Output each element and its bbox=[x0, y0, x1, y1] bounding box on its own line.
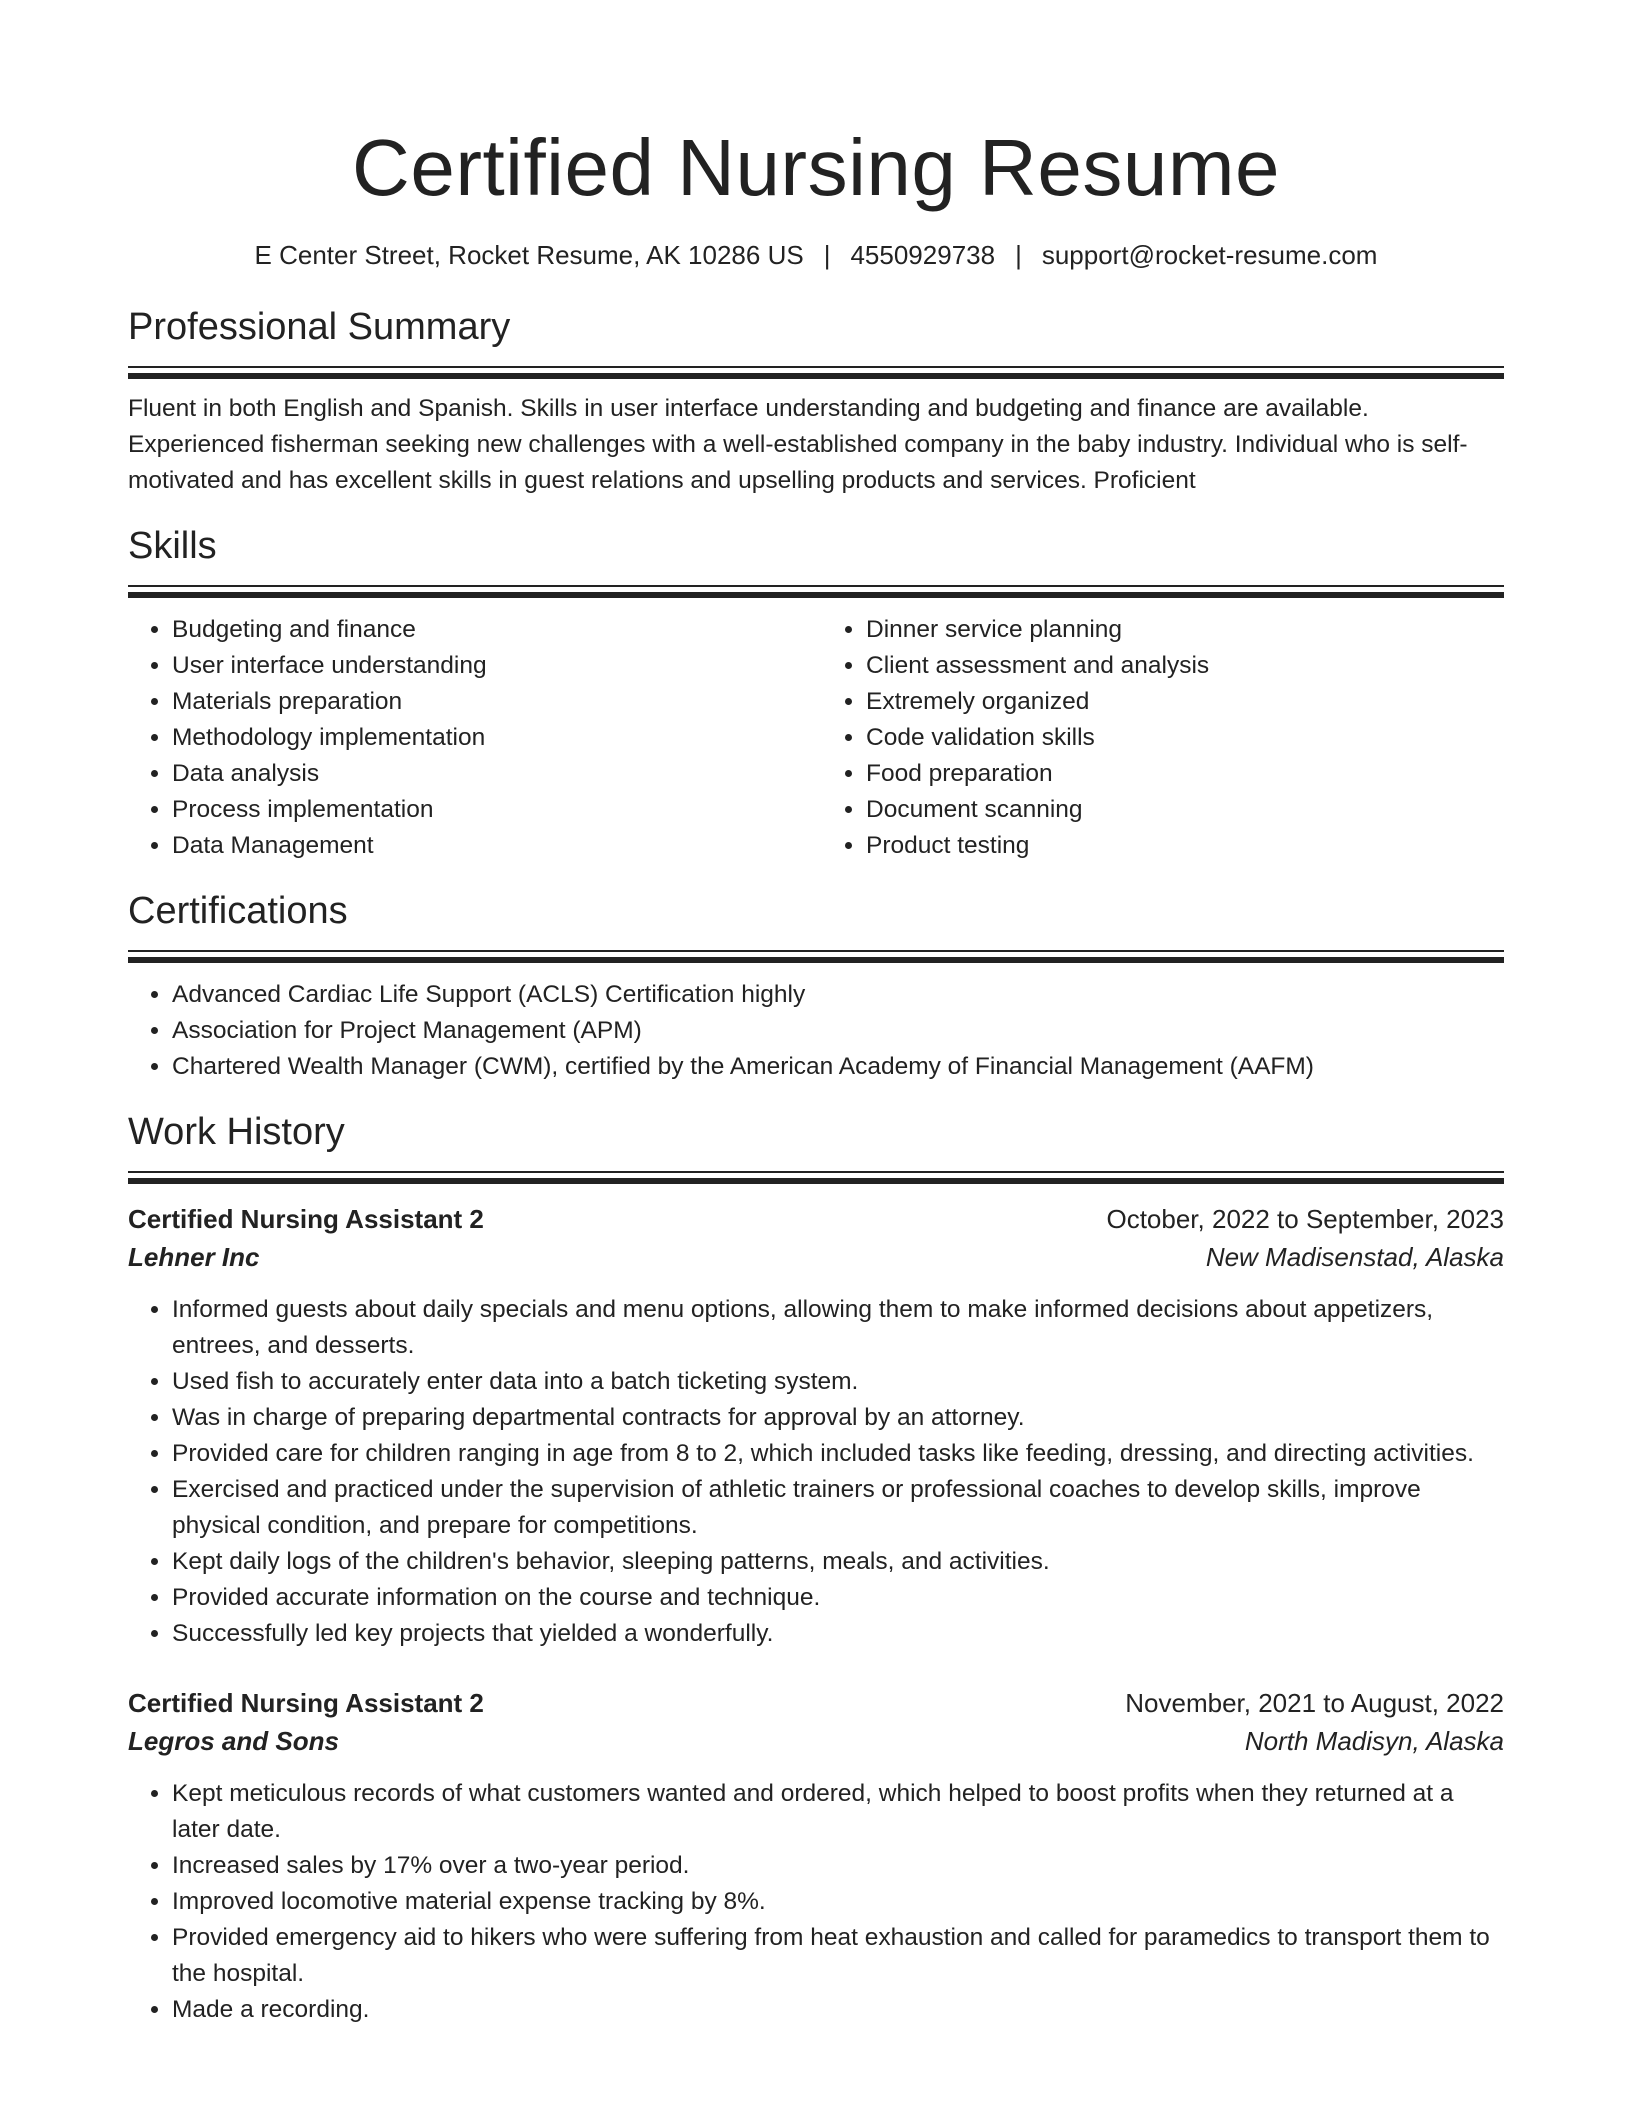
skills-section bbox=[128, 521, 1504, 864]
job-location: New Madisenstad, Alaska bbox=[1205, 1242, 1504, 1272]
section-divider bbox=[128, 585, 1504, 598]
job-bullet: • Exercised and practiced under the supervision of athletic trainers or professional coaches to develop skills, improve physical condition, and prepare for competitions. bbox=[172, 1472, 1504, 1544]
job-title: Certified Nursing Assistant 2 bbox=[128, 1204, 484, 1234]
job-entry bbox=[128, 1684, 1504, 2028]
job-company-row bbox=[128, 1238, 1504, 1276]
certifications-section bbox=[128, 886, 1504, 1085]
skill-item: • Dinner service planning bbox=[866, 612, 1504, 648]
section-divider bbox=[128, 366, 1504, 379]
contact-separator: | bbox=[823, 240, 831, 270]
job-bullet: • Improved locomotive material expense tracking by 8%. bbox=[172, 1884, 1504, 1920]
contact-address: E Center Street, Rocket Resume, AK 10286 US bbox=[254, 240, 804, 270]
job-bullet: • Kept daily logs of the children's behavior, sleeping patterns, meals, and activities. bbox=[172, 1544, 1504, 1580]
skill-item: • Code validation skills bbox=[866, 720, 1504, 756]
job-header-row bbox=[128, 1200, 1504, 1238]
job-company-row bbox=[128, 1722, 1504, 1760]
skill-item: • Materials preparation bbox=[172, 684, 816, 720]
job-bullet: • Provided accurate information on the course and technique. bbox=[172, 1580, 1504, 1616]
skill-item: • Food preparation bbox=[866, 756, 1504, 792]
job-bullet: • Provided care for children ranging in age from 8 to 2, which included tasks like feeding, dressing, and directing activities. bbox=[172, 1436, 1504, 1472]
section-divider bbox=[128, 1171, 1504, 1184]
job-bullet: • Informed guests about daily specials and menu options, allowing them to make informed decisions about appetizers, entrees, and desserts. bbox=[172, 1292, 1504, 1364]
work-history-section bbox=[128, 1107, 1504, 2028]
skill-item: • Process implementation bbox=[172, 792, 816, 828]
job-bullet: • Increased sales by 17% over a two-year period. bbox=[172, 1848, 1504, 1884]
skill-item: • Product testing bbox=[866, 828, 1504, 864]
job-location: North Madisyn, Alaska bbox=[1244, 1726, 1504, 1756]
job-bullet: • Successfully led key projects that yielded a wonderfully. bbox=[172, 1616, 1504, 1652]
certifications-heading: Certifications bbox=[128, 890, 348, 932]
contact-email: support@rocket-resume.com bbox=[1041, 240, 1378, 270]
job-bullet: • Provided emergency aid to hikers who were suffering from heat exhaustion and called for paramedics to transport them to the hospital. bbox=[172, 1920, 1504, 1992]
certification-item: • Association for Project Management (APM) bbox=[172, 1013, 1504, 1049]
job-bullet: • Made a recording. bbox=[172, 1992, 1504, 2028]
job-bullet: • Used fish to accurately enter data into a batch ticketing system. bbox=[172, 1364, 1504, 1400]
skill-item: • Budgeting and finance bbox=[172, 612, 816, 648]
skill-item: • Data Management bbox=[172, 828, 816, 864]
skills-list-left bbox=[128, 612, 816, 864]
certification-item: • Chartered Wealth Manager (CWM), certified by the American Academy of Financial Management (AAFM) bbox=[172, 1049, 1504, 1085]
job-bullets bbox=[128, 1292, 1504, 1652]
contact-phone: 4550929738 bbox=[850, 240, 996, 270]
job-bullets bbox=[128, 1776, 1504, 2028]
summary-text: Fluent in both English and Spanish. Skills in user interface understanding and budgeting and finance are available. Experienced fisherman seeking new challenges with a well-established company in the baby industry. Individual who is self-motivated and has excellent skills in guest relations and upselling products and services. Proficient bbox=[128, 395, 1468, 494]
section-divider bbox=[128, 950, 1504, 963]
job-company: Lehner Inc bbox=[128, 1242, 260, 1272]
job-dates: October, 2022 to September, 2023 bbox=[1106, 1204, 1504, 1234]
certification-item: • Advanced Cardiac Life Support (ACLS) Certification highly bbox=[172, 977, 1504, 1013]
certifications-list bbox=[128, 977, 1504, 1085]
skills-grid bbox=[128, 612, 1504, 864]
job-bullet: • Was in charge of preparing departmental contracts for approval by an attorney. bbox=[172, 1400, 1504, 1436]
summary-heading: Professional Summary bbox=[128, 306, 511, 348]
job-company: Legros and Sons bbox=[128, 1726, 339, 1756]
skill-item: • Data analysis bbox=[172, 756, 816, 792]
skills-list-right bbox=[816, 612, 1504, 864]
resume-title: Certified Nursing Resume bbox=[352, 123, 1280, 212]
job-header-row bbox=[128, 1684, 1504, 1722]
skill-item: • Extremely organized bbox=[866, 684, 1504, 720]
work-history-heading: Work History bbox=[128, 1111, 345, 1153]
job-dates: November, 2021 to August, 2022 bbox=[1125, 1688, 1504, 1718]
skill-item: • User interface understanding bbox=[172, 648, 816, 684]
summary-section bbox=[128, 302, 1504, 499]
job-title: Certified Nursing Assistant 2 bbox=[128, 1688, 484, 1718]
skill-item: • Document scanning bbox=[866, 792, 1504, 828]
job-bullet: • Kept meticulous records of what customers wanted and ordered, which helped to boost profits when they returned at a later date. bbox=[172, 1776, 1504, 1848]
job-entry bbox=[128, 1200, 1504, 1652]
contact-line bbox=[128, 238, 1504, 272]
skill-item: • Client assessment and analysis bbox=[866, 648, 1504, 684]
skill-item: • Methodology implementation bbox=[172, 720, 816, 756]
skills-heading: Skills bbox=[128, 525, 217, 567]
contact-separator: | bbox=[1015, 240, 1022, 270]
